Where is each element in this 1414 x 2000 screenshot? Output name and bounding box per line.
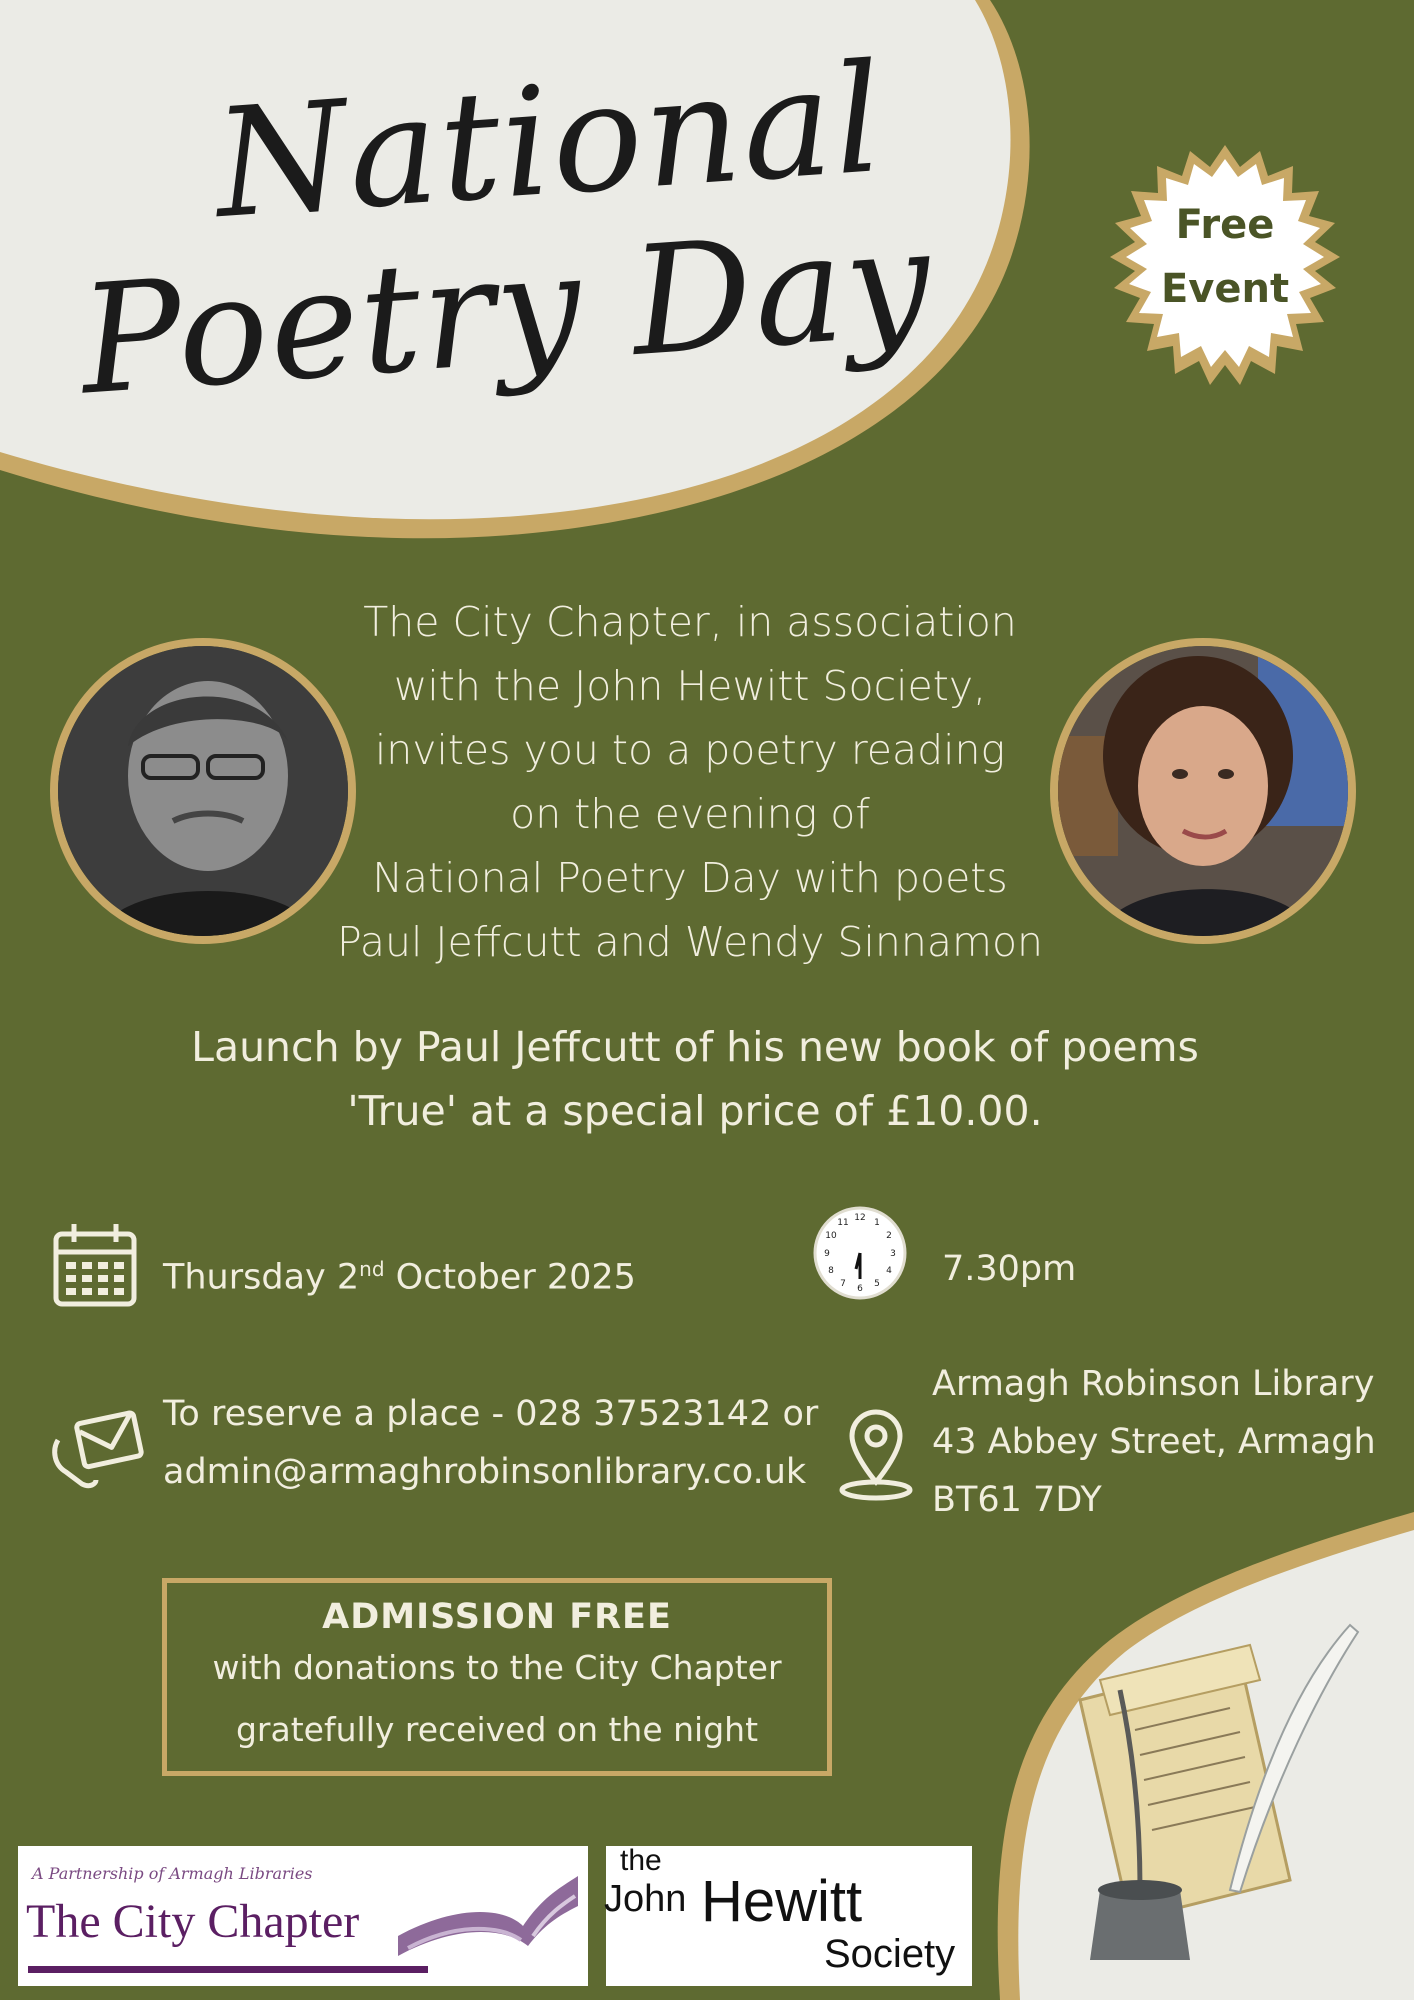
badge-line-event: Event (1160, 266, 1290, 312)
city-chapter-name: The City Chapter (26, 1895, 360, 1948)
hewitt-society: Society (824, 1932, 956, 1976)
title-poetry-day: Poetry Day (74, 195, 938, 429)
svg-text:12: 12 (854, 1213, 866, 1223)
launch-text (130, 1015, 1260, 1143)
admission-box (162, 1578, 832, 1776)
envelope-icon (48, 1410, 144, 1490)
svg-text:2: 2 (886, 1231, 892, 1241)
svg-text:7: 7 (840, 1279, 846, 1289)
svg-text:10: 10 (825, 1231, 837, 1241)
city-chapter-tagline: A Partnership of Armagh Libraries (32, 1864, 313, 1883)
free-event-badge (1100, 145, 1350, 385)
portrait-woman-image (1058, 646, 1348, 936)
calendar-icon (52, 1222, 138, 1308)
city-chapter-underline (28, 1966, 428, 1973)
open-book-icon (393, 1866, 583, 1966)
admission-line-1: with donations to the City Chapter (212, 1648, 782, 1687)
reserve-phone: To reserve a place - 028 37523142 or (163, 1394, 819, 1434)
svg-text:1: 1 (874, 1218, 880, 1228)
location-pin-icon (836, 1402, 916, 1502)
reserve-email[interactable]: admin@armaghrobinsonlibrary.co.uk (163, 1452, 807, 1492)
reserve-info (163, 1385, 818, 1501)
hewitt-hewitt: Hewitt (701, 1869, 863, 1934)
venue-name: Armagh Robinson Library (932, 1364, 1375, 1404)
svg-text:8: 8 (828, 1266, 834, 1276)
launch-line-1: Launch by Paul Jeffcutt of his new book of poems (191, 1023, 1199, 1071)
intro-line: Paul Jeffcutt and Wendy Sinnamon (336, 918, 1044, 966)
badge-text (1100, 193, 1350, 321)
event-date (163, 1240, 636, 1307)
venue-postcode: BT61 7DY (932, 1480, 1102, 1520)
date-rest: October 2025 (384, 1257, 636, 1298)
svg-text:9: 9 (824, 1249, 830, 1259)
date-ordinal: nd (359, 1257, 385, 1281)
badge-line-free: Free (1175, 202, 1275, 248)
quill-ink-icon (1040, 1620, 1380, 1980)
city-chapter-logo (18, 1846, 588, 1986)
hewitt-john: John (604, 1878, 687, 1920)
venue-info (932, 1355, 1376, 1529)
svg-text:3: 3 (890, 1249, 896, 1259)
svg-text:4: 4 (886, 1266, 892, 1276)
event-time: 7.30pm (942, 1249, 1077, 1289)
admission-heading: ADMISSION FREE (322, 1597, 672, 1637)
launch-line-2: 'True' at a special price of £10.00. (347, 1087, 1043, 1135)
intro-text (290, 590, 1090, 974)
admission-line-2: gratefully received on the night (235, 1710, 759, 1749)
hewitt-the: the (620, 1844, 662, 1877)
clock-icon (812, 1205, 908, 1301)
intro-line: National Poetry Day with poets (372, 854, 1008, 902)
venue-street: 43 Abbey Street, Armagh (932, 1422, 1376, 1462)
intro-line: The City Chapter, in association (363, 598, 1017, 646)
date-prefix: Thursday 2 (163, 1257, 360, 1298)
svg-text:11: 11 (837, 1218, 849, 1228)
intro-line: with the John Hewitt Society, (393, 662, 987, 710)
photo-wendy-sinnamon (1050, 638, 1356, 944)
svg-text:6: 6 (857, 1284, 863, 1294)
john-hewitt-logo (606, 1846, 972, 1986)
svg-text:5: 5 (874, 1279, 880, 1289)
title-national: National (209, 31, 890, 253)
intro-line: on the evening of (510, 790, 870, 838)
intro-line: invites you to a poetry reading (374, 726, 1006, 774)
